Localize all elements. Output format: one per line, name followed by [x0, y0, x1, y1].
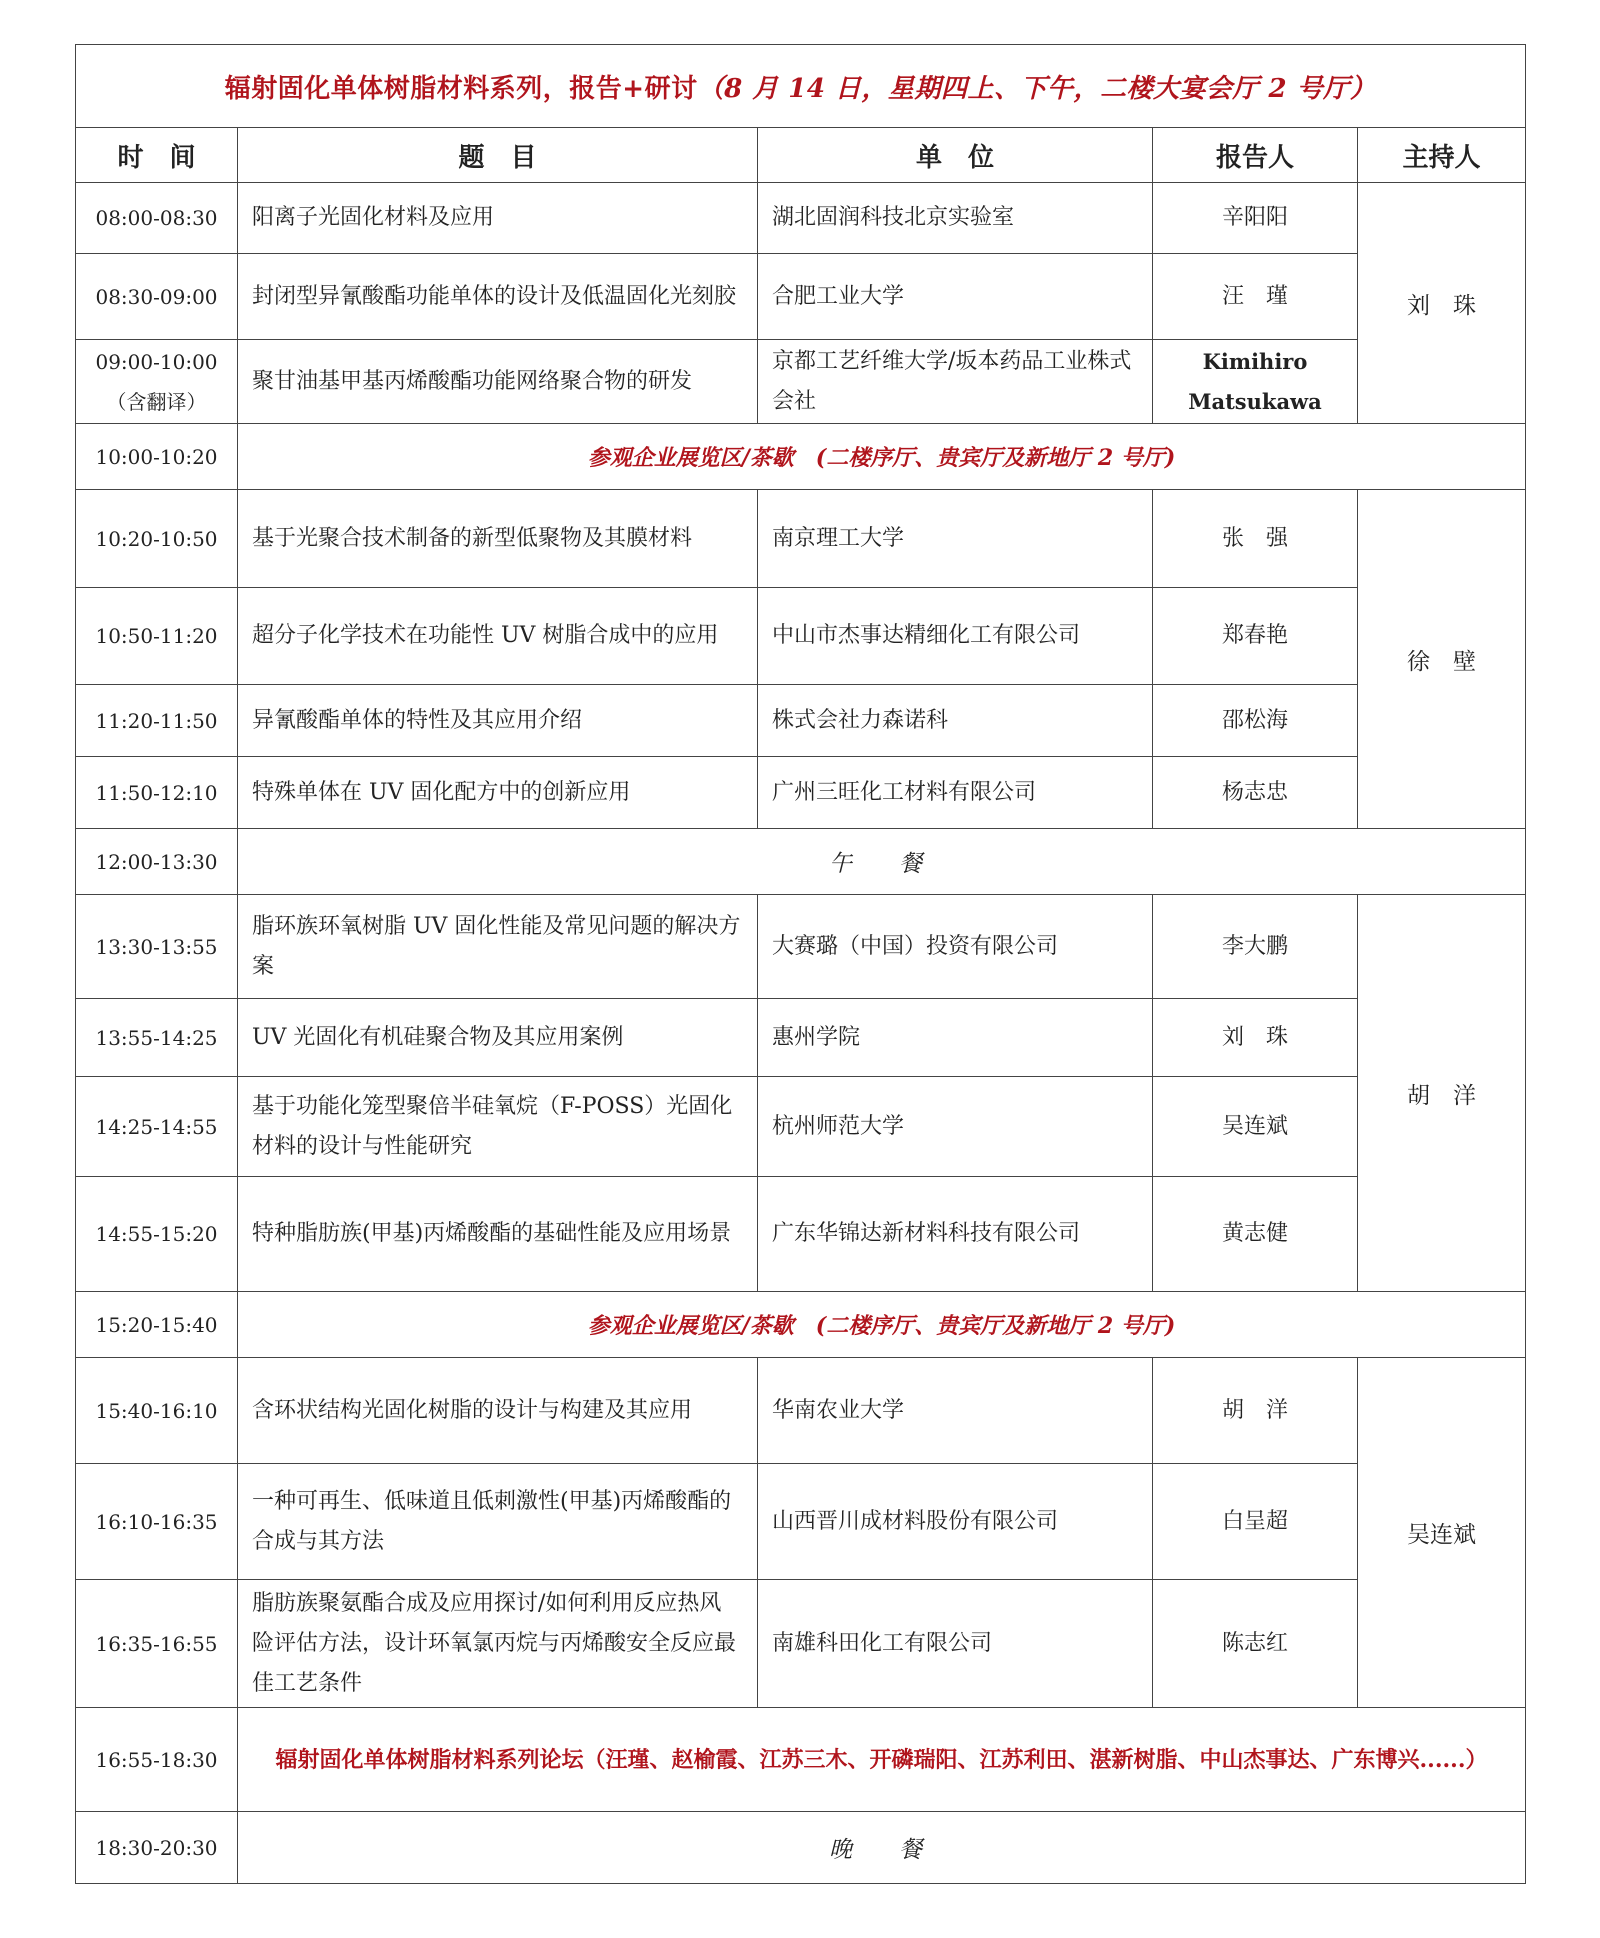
- time-cell: 16:55-18:30: [76, 1708, 238, 1812]
- org-cell: 大赛璐（中国）投资有限公司: [758, 895, 1153, 999]
- break-cell: 参观企业展览区/茶歇 (二楼序厅、贵宾厅及新地厅 2 号厅): [238, 424, 1526, 490]
- table-row: [76, 183, 1526, 254]
- topic-cell: 基于光聚合技术制备的新型低聚物及其膜材料: [238, 490, 758, 588]
- topic-cell: 基于功能化笼型聚倍半硅氧烷（F-POSS）光固化材料的设计与性能研究: [238, 1077, 758, 1177]
- time-cell: 10:50-11:20: [76, 588, 238, 685]
- speaker-cell: 黄志健: [1153, 1177, 1358, 1292]
- speaker-cell: 李大鹏: [1153, 895, 1358, 999]
- table-row: [76, 588, 1526, 685]
- time-cell: 14:55-15:20: [76, 1177, 238, 1292]
- title-main: 辐射固化单体树脂材料系列，报告+研讨: [224, 73, 698, 104]
- time-cell: 10:00-10:20: [76, 424, 238, 490]
- speaker-cell: 辛阳阳: [1153, 183, 1358, 254]
- time-cell: 08:30-09:00: [76, 254, 238, 340]
- speaker-cell: 刘 珠: [1153, 999, 1358, 1077]
- meal-cell: 晚 餐: [238, 1812, 1526, 1884]
- header-topic: 题 目: [238, 128, 758, 183]
- header-host: 主持人: [1358, 128, 1526, 183]
- speaker-cell: 郑春艳: [1153, 588, 1358, 685]
- time-cell: 12:00-13:30: [76, 829, 238, 895]
- org-cell: 南京理工大学: [758, 490, 1153, 588]
- time-cell: 13:55-14:25: [76, 999, 238, 1077]
- time-cell: 08:00-08:30: [76, 183, 238, 254]
- time-cell: 10:20-10:50: [76, 490, 238, 588]
- topic-cell: UV 光固化有机硅聚合物及其应用案例: [238, 999, 758, 1077]
- table-row: [76, 999, 1526, 1077]
- time-cell: 15:40-16:10: [76, 1358, 238, 1464]
- schedule-table: [75, 44, 1526, 1884]
- title-session: （8 月 14 日，星期四上、下午，二楼大宴会厅 2 号厅）: [697, 73, 1377, 104]
- time-cell: 13:30-13:55: [76, 895, 238, 999]
- speaker-cell: 胡 洋: [1153, 1358, 1358, 1464]
- org-cell: 湖北固润科技北京实验室: [758, 183, 1153, 254]
- meal-row: [76, 1812, 1526, 1884]
- org-cell: 广东华锦达新材料科技有限公司: [758, 1177, 1153, 1292]
- org-cell: 株式会社力森诺科: [758, 685, 1153, 757]
- table-row: [76, 685, 1526, 757]
- speaker-cell: 陈志红: [1153, 1580, 1358, 1708]
- topic-cell: 特种脂肪族(甲基)丙烯酸酯的基础性能及应用场景: [238, 1177, 758, 1292]
- host-cell: 胡 洋: [1358, 895, 1526, 1292]
- org-cell: 中山市杰事达精细化工有限公司: [758, 588, 1153, 685]
- header-row: [76, 128, 1526, 183]
- speaker-cell: 张 强: [1153, 490, 1358, 588]
- forum-cell: 辐射固化单体树脂材料系列论坛（汪瑾、赵榆霞、江苏三木、开磷瑞阳、江苏利田、湛新树脂、中山杰事达、广东博兴......）: [238, 1708, 1526, 1812]
- org-cell: 惠州学院: [758, 999, 1153, 1077]
- table-row: [76, 490, 1526, 588]
- meal-row: [76, 829, 1526, 895]
- topic-cell: 超分子化学技术在功能性 UV 树脂合成中的应用: [238, 588, 758, 685]
- break-row: [76, 424, 1526, 490]
- host-cell: 刘 珠: [1358, 183, 1526, 424]
- time-note: （含翻译）: [106, 389, 207, 414]
- org-cell: 山西晋川成材料股份有限公司: [758, 1464, 1153, 1580]
- topic-cell: 一种可再生、低味道且低刺激性(甲基)丙烯酸酯的合成与其方法: [238, 1464, 758, 1580]
- break-cell: 参观企业展览区/茶歇 (二楼序厅、贵宾厅及新地厅 2 号厅): [238, 1292, 1526, 1358]
- time-cell: [76, 340, 238, 424]
- time-value: 09:00-10:00: [95, 349, 218, 374]
- table-row: [76, 1464, 1526, 1580]
- time-cell: 16:10-16:35: [76, 1464, 238, 1580]
- topic-cell: 阳离子光固化材料及应用: [238, 183, 758, 254]
- schedule-title: [76, 45, 1526, 128]
- topic-cell: 特殊单体在 UV 固化配方中的创新应用: [238, 757, 758, 829]
- time-cell: 11:20-11:50: [76, 685, 238, 757]
- org-cell: 华南农业大学: [758, 1358, 1153, 1464]
- topic-cell: 封闭型异氰酸酯功能单体的设计及低温固化光刻胶: [238, 254, 758, 340]
- table-row: [76, 1177, 1526, 1292]
- speaker-cell: 白呈超: [1153, 1464, 1358, 1580]
- table-row: [76, 757, 1526, 829]
- topic-cell: 异氰酸酯单体的特性及其应用介绍: [238, 685, 758, 757]
- speaker-cell: 吴连斌: [1153, 1077, 1358, 1177]
- speaker-cell: 邵松海: [1153, 685, 1358, 757]
- org-cell: 合肥工业大学: [758, 254, 1153, 340]
- host-cell: 吴连斌: [1358, 1358, 1526, 1708]
- topic-cell: 脂肪族聚氨酯合成及应用探讨/如何利用反应热风险评估方法，设计环氧氯丙烷与丙烯酸安全反应最佳工艺条件: [238, 1580, 758, 1708]
- forum-row: [76, 1708, 1526, 1812]
- org-cell: 杭州师范大学: [758, 1077, 1153, 1177]
- topic-cell: 脂环族环氧树脂 UV 固化性能及常见问题的解决方案: [238, 895, 758, 999]
- break-row: [76, 1292, 1526, 1358]
- header-speaker: 报告人: [1153, 128, 1358, 183]
- table-row: [76, 1580, 1526, 1708]
- table-row: [76, 340, 1526, 424]
- org-cell: 京都工艺纤维大学/坂本药品工业株式会社: [758, 340, 1153, 424]
- time-cell: 14:25-14:55: [76, 1077, 238, 1177]
- speaker-cell: Kimihiro Matsukawa: [1153, 340, 1358, 424]
- header-org: 单 位: [758, 128, 1153, 183]
- speaker-cell: 杨志忠: [1153, 757, 1358, 829]
- table-row: [76, 254, 1526, 340]
- time-cell: 18:30-20:30: [76, 1812, 238, 1884]
- meal-cell: 午 餐: [238, 829, 1526, 895]
- topic-cell: 含环状结构光固化树脂的设计与构建及其应用: [238, 1358, 758, 1464]
- header-time: 时 间: [76, 128, 238, 183]
- speaker-cell: 汪 瑾: [1153, 254, 1358, 340]
- table-row: [76, 1358, 1526, 1464]
- time-cell: 15:20-15:40: [76, 1292, 238, 1358]
- org-cell: 广州三旺化工材料有限公司: [758, 757, 1153, 829]
- org-cell: 南雄科田化工有限公司: [758, 1580, 1153, 1708]
- time-cell: 11:50-12:10: [76, 757, 238, 829]
- topic-cell: 聚甘油基甲基丙烯酸酯功能网络聚合物的研发: [238, 340, 758, 424]
- time-cell: 16:35-16:55: [76, 1580, 238, 1708]
- table-row: [76, 895, 1526, 999]
- host-cell: 徐 壁: [1358, 490, 1526, 829]
- table-row: [76, 1077, 1526, 1177]
